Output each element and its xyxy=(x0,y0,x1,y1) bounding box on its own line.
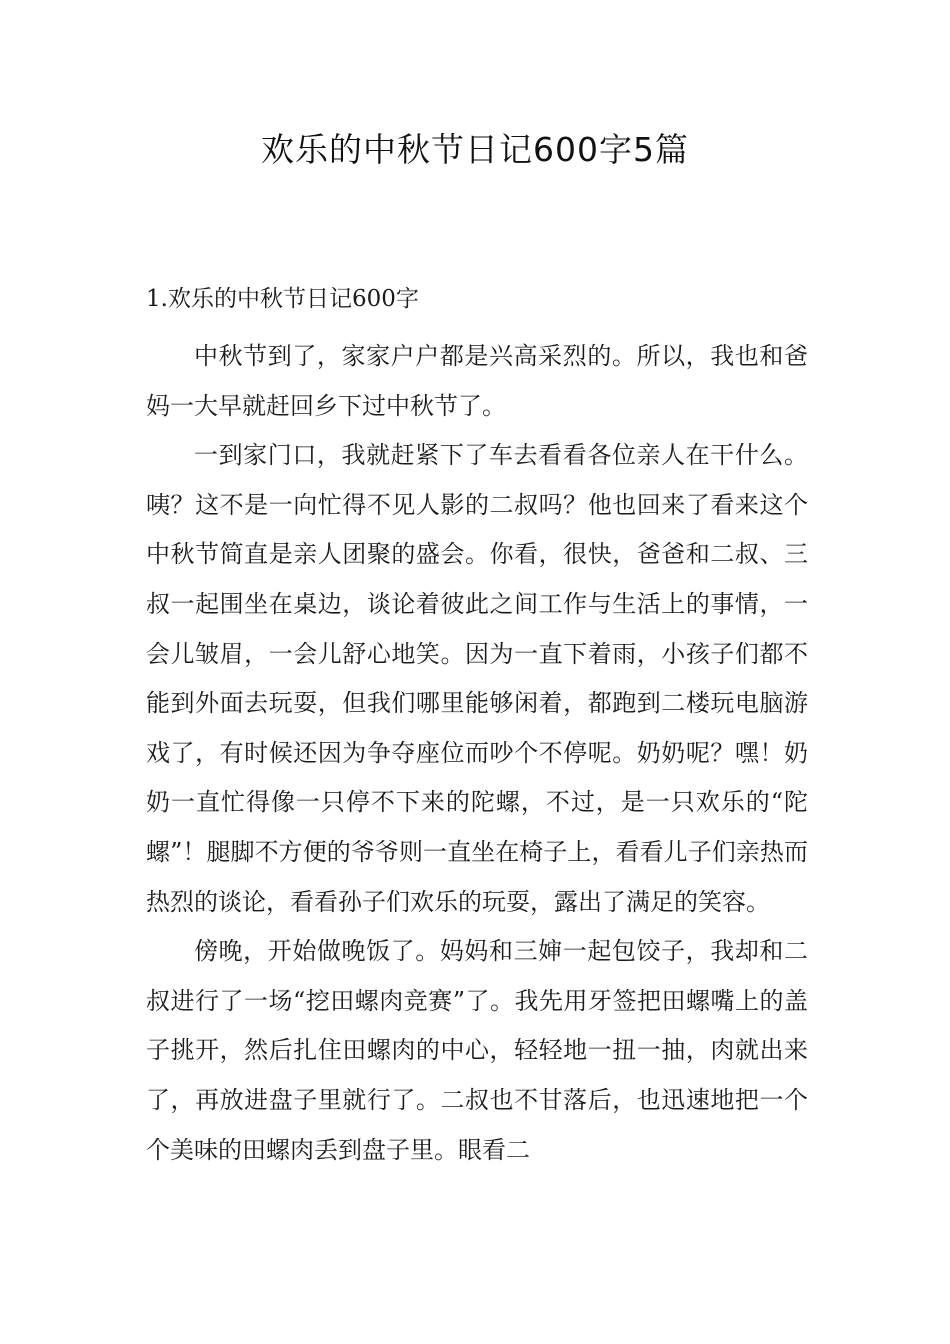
document-title: 欢乐的中秋节日记600字5篇 xyxy=(261,130,689,169)
paragraph: 傍晚，开始做晚饭了。妈妈和三婶一起包饺子，我却和二叔进行了一场“挖田螺肉竞赛”了。我先用牙签把田螺嘴上的盖子挑开，然后扎住田螺肉的中心，轻轻地一扭一抽，肉就出来了，再放进盘子里就行了。二叔也不甘落后，也迅速地把一个个美味的田螺肉丢到盘子里。眼看二 xyxy=(146,937,808,1164)
section-heading: 1.欢乐的中秋节日记600字 xyxy=(146,286,419,312)
body-text xyxy=(146,332,808,1175)
paragraph: 一到家门口，我就赶紧下了车去看看各位亲人在干什么。咦？这不是一向忙得不见人影的二叔吗？他也回来了看来这个中秋节简直是亲人团聚的盛会。你看，很快，爸爸和二叔、三叔一起围坐在桌边，谈论着彼此之间工作与生活上的事情，一会儿皱眉，一会儿舒心地笑。因为一直下着雨，小孩子们都不能到外面去玩耍，但我们哪里能够闲着，都跑到二楼玩电脑游戏了，有时候还因为争夺座位而吵个不停呢。奶奶呢？嘿！奶奶一直忙得像一只停不下来的陀螺，不过，是一只欢乐的“陀螺”！腿脚不方便的爷爷则一直坐在椅子上，看看儿子们亲热而热烈的谈论，看看孙子们欢乐的玩耍，露出了满足的笑容。 xyxy=(146,441,808,916)
paragraph: 中秋节到了，家家户户都是兴高采烈的。所以，我也和爸妈一大早就赶回乡下过中秋节了。 xyxy=(146,342,808,420)
